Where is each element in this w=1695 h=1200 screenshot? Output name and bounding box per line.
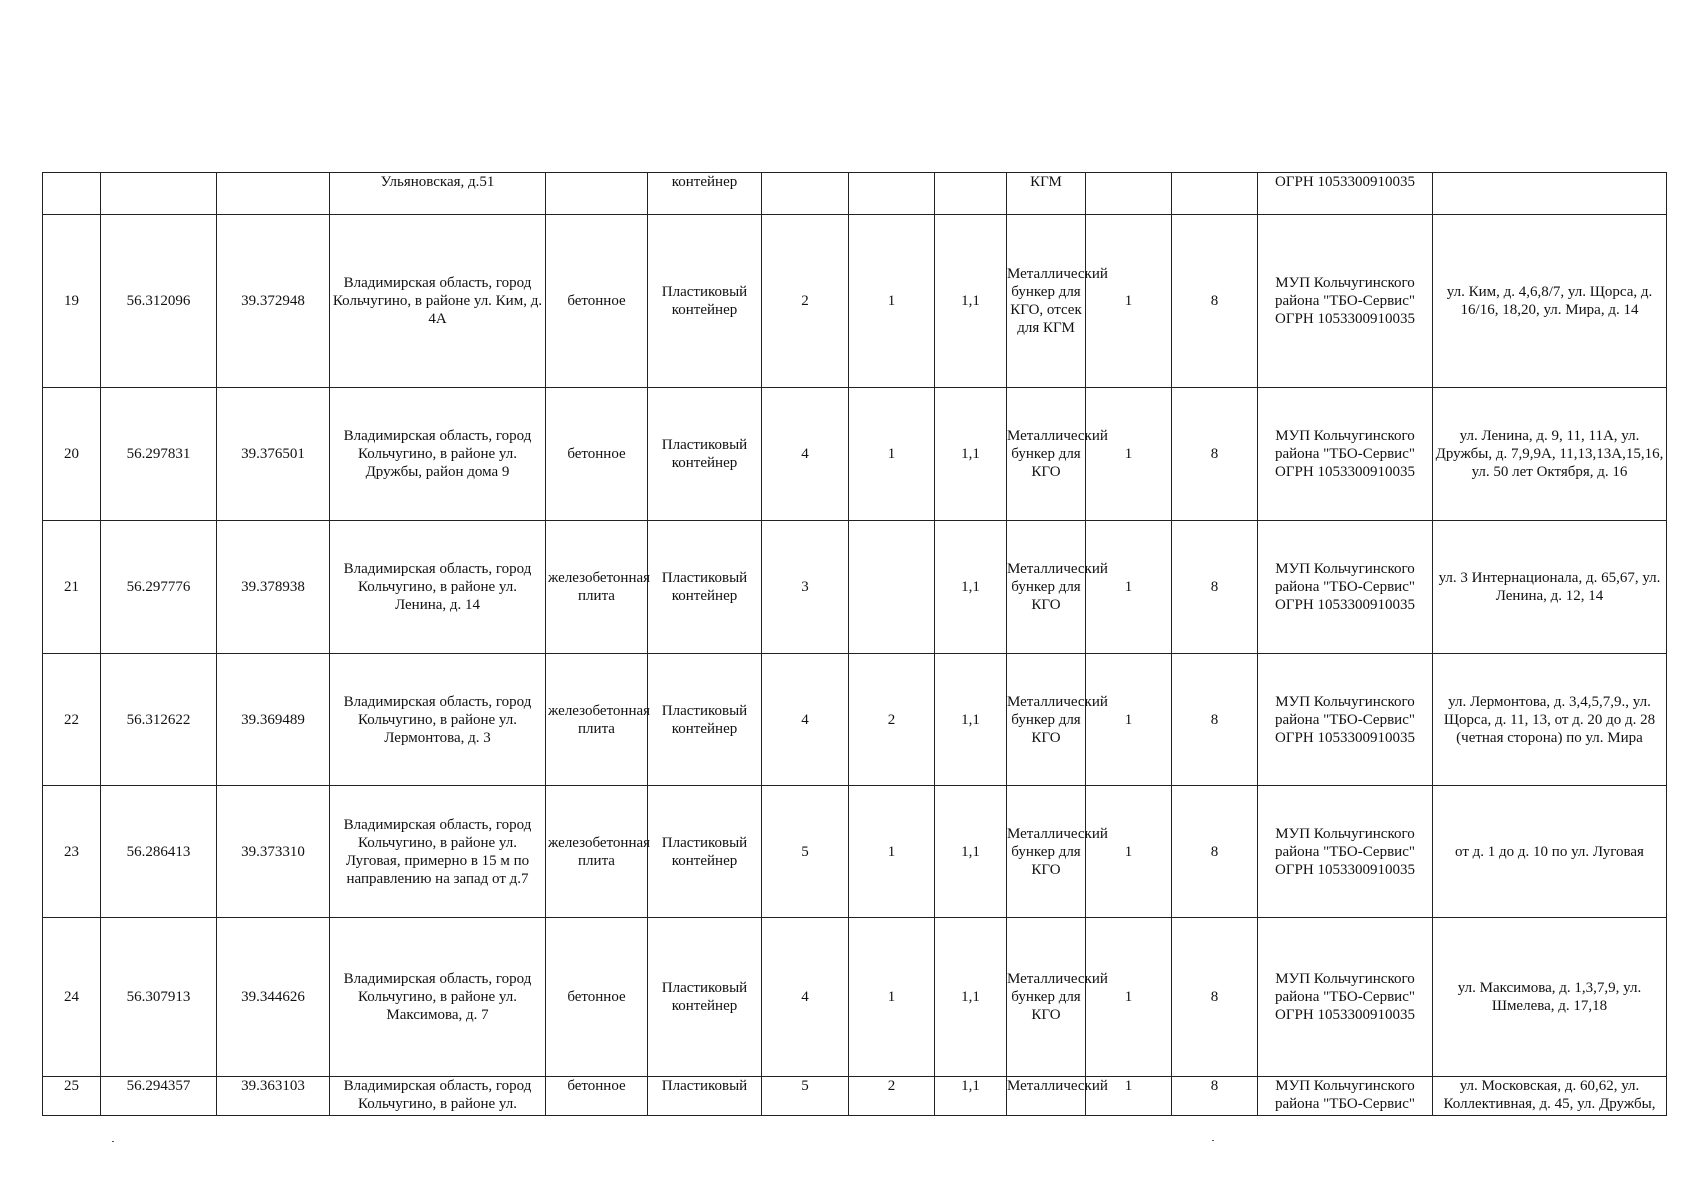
- address-cell: Владимирская область, город Кольчугино, в районе ул.: [330, 1077, 546, 1116]
- waste-sources-cell: ул. Максимова, д. 1,3,7,9, ул. Шмелева, д. 17,18: [1433, 918, 1667, 1077]
- planned-container-count-cell: 2: [849, 654, 935, 786]
- container-volume-cell: 1,1: [935, 388, 1007, 521]
- planned-container-count-cell: 1: [849, 918, 935, 1077]
- container-volume-cell: 1,1: [935, 918, 1007, 1077]
- address-cell: Владимирская область, город Кольчугино, в районе ул. Луговая, примерно в 15 м по направлению на запад от д.7: [330, 786, 546, 918]
- bunker-type-cell: Металлический бункер для КГО: [1007, 654, 1086, 786]
- longitude-cell: 39.344626: [217, 918, 330, 1077]
- container-type-cell: Пластиковый: [648, 1077, 762, 1116]
- planned-container-count-cell: 1: [849, 215, 935, 388]
- bunker-type-cell: Металлический бункер для КГО: [1007, 786, 1086, 918]
- planned-container-count-cell: 1: [849, 786, 935, 918]
- container-volume-cell: 1,1: [935, 654, 1007, 786]
- container-count-cell: [762, 173, 849, 215]
- surface-type-cell: железобетонная плита: [546, 786, 648, 918]
- latitude-cell: 56.312096: [101, 215, 217, 388]
- waste-sources-cell: ул. 3 Интернационала, д. 65,67, ул. Ленина, д. 12, 14: [1433, 521, 1667, 654]
- row-number-cell: 21: [43, 521, 101, 654]
- container-type-cell: Пластиковый контейнер: [648, 786, 762, 918]
- container-count-cell: 4: [762, 918, 849, 1077]
- container-count-cell: 5: [762, 786, 849, 918]
- row-number-cell: 20: [43, 388, 101, 521]
- bunker-volume-cell: 8: [1172, 388, 1258, 521]
- bunker-type-cell: КГМ: [1007, 173, 1086, 215]
- owner-cell: МУП Кольчугинского района "ТБО-Сервис" ОГРН 1053300910035: [1258, 215, 1433, 388]
- bunker-count-cell: 1: [1086, 786, 1172, 918]
- longitude-cell: 39.376501: [217, 388, 330, 521]
- row-number-cell: 23: [43, 786, 101, 918]
- container-type-cell: Пластиковый контейнер: [648, 918, 762, 1077]
- address-cell: Владимирская область, город Кольчугино, в районе ул. Ленина, д. 14: [330, 521, 546, 654]
- waste-sources-cell: ул. Ким, д. 4,6,8/7, ул. Щорса, д. 16/16, 18,20, ул. Мира, д. 14: [1433, 215, 1667, 388]
- table-row: [43, 918, 1667, 1077]
- table-row: [43, 786, 1667, 918]
- planned-container-count-cell: [849, 173, 935, 215]
- container-volume-cell: 1,1: [935, 215, 1007, 388]
- bunker-count-cell: 1: [1086, 1077, 1172, 1116]
- bunker-count-cell: 1: [1086, 918, 1172, 1077]
- latitude-cell: 56.294357: [101, 1077, 217, 1116]
- bunker-volume-cell: 8: [1172, 521, 1258, 654]
- container-count-cell: 3: [762, 521, 849, 654]
- scan-speck: [1212, 1140, 1214, 1141]
- waste-sources-cell: ул. Московская, д. 60,62, ул. Коллективная, д. 45, ул. Дружбы,: [1433, 1077, 1667, 1116]
- bunker-volume-cell: [1172, 173, 1258, 215]
- address-cell: Владимирская область, город Кольчугино, в районе ул. Дружбы, район дома 9: [330, 388, 546, 521]
- bunker-volume-cell: 8: [1172, 918, 1258, 1077]
- bunker-count-cell: [1086, 173, 1172, 215]
- owner-cell: МУП Кольчугинского района "ТБО-Сервис" ОГРН 1053300910035: [1258, 388, 1433, 521]
- owner-cell: ОГРН 1053300910035: [1258, 173, 1433, 215]
- planned-container-count-cell: 2: [849, 1077, 935, 1116]
- latitude-cell: 56.297831: [101, 388, 217, 521]
- latitude-cell: [101, 173, 217, 215]
- container-count-cell: 4: [762, 654, 849, 786]
- container-volume-cell: 1,1: [935, 1077, 1007, 1116]
- longitude-cell: 39.363103: [217, 1077, 330, 1116]
- waste-sources-cell: [1433, 173, 1667, 215]
- container-type-cell: Пластиковый контейнер: [648, 521, 762, 654]
- longitude-cell: 39.372948: [217, 215, 330, 388]
- latitude-cell: 56.286413: [101, 786, 217, 918]
- planned-container-count-cell: 1: [849, 388, 935, 521]
- table-row: [43, 654, 1667, 786]
- owner-cell: МУП Кольчугинского района "ТБО-Сервис" ОГРН 1053300910035: [1258, 918, 1433, 1077]
- bunker-count-cell: 1: [1086, 215, 1172, 388]
- bunker-type-cell: Металлический бункер для КГО: [1007, 521, 1086, 654]
- row-number-cell: [43, 173, 101, 215]
- container-type-cell: контейнер: [648, 173, 762, 215]
- scan-speck: [112, 1141, 114, 1142]
- surface-type-cell: бетонное: [546, 1077, 648, 1116]
- address-cell: Владимирская область, город Кольчугино, в районе ул. Лермонтова, д. 3: [330, 654, 546, 786]
- planned-container-count-cell: [849, 521, 935, 654]
- table-row: [43, 215, 1667, 388]
- row-number-cell: 22: [43, 654, 101, 786]
- row-number-cell: 19: [43, 215, 101, 388]
- owner-cell: МУП Кольчугинского района "ТБО-Сервис" ОГРН 1053300910035: [1258, 521, 1433, 654]
- container-count-cell: 5: [762, 1077, 849, 1116]
- latitude-cell: 56.297776: [101, 521, 217, 654]
- table-row: [43, 521, 1667, 654]
- waste-sources-cell: ул. Лермонтова, д. 3,4,5,7,9., ул. Щорса, д. 11, 13, от д. 20 до д. 28 (четная сторона) по ул. Мира: [1433, 654, 1667, 786]
- surface-type-cell: бетонное: [546, 215, 648, 388]
- latitude-cell: 56.307913: [101, 918, 217, 1077]
- container-volume-cell: 1,1: [935, 786, 1007, 918]
- container-volume-cell: [935, 173, 1007, 215]
- registry-table: [42, 172, 1667, 1116]
- waste-sources-cell: ул. Ленина, д. 9, 11, 11А, ул. Дружбы, д. 7,9,9А, 11,13,13А,15,16, ул. 50 лет Октября, д. 16: [1433, 388, 1667, 521]
- surface-type-cell: железобетонная плита: [546, 654, 648, 786]
- surface-type-cell: [546, 173, 648, 215]
- container-count-cell: 2: [762, 215, 849, 388]
- owner-cell: МУП Кольчугинского района "ТБО-Сервис": [1258, 1077, 1433, 1116]
- table-body: [43, 173, 1667, 1116]
- owner-cell: МУП Кольчугинского района "ТБО-Сервис" ОГРН 1053300910035: [1258, 654, 1433, 786]
- waste-sources-cell: от д. 1 до д. 10 по ул. Луговая: [1433, 786, 1667, 918]
- row-number-cell: 25: [43, 1077, 101, 1116]
- longitude-cell: 39.378938: [217, 521, 330, 654]
- longitude-cell: 39.369489: [217, 654, 330, 786]
- bunker-type-cell: Металлический бункер для КГО: [1007, 918, 1086, 1077]
- address-cell: Ульяновская, д.51: [330, 173, 546, 215]
- owner-cell: МУП Кольчугинского района "ТБО-Сервис" ОГРН 1053300910035: [1258, 786, 1433, 918]
- table-row: [43, 388, 1667, 521]
- bunker-volume-cell: 8: [1172, 654, 1258, 786]
- surface-type-cell: бетонное: [546, 918, 648, 1077]
- row-number-cell: 24: [43, 918, 101, 1077]
- table-row: [43, 173, 1667, 215]
- bunker-type-cell: Металлический бункер для КГО: [1007, 388, 1086, 521]
- container-volume-cell: 1,1: [935, 521, 1007, 654]
- longitude-cell: 39.373310: [217, 786, 330, 918]
- surface-type-cell: бетонное: [546, 388, 648, 521]
- bunker-volume-cell: 8: [1172, 786, 1258, 918]
- container-type-cell: Пластиковый контейнер: [648, 388, 762, 521]
- table-row: [43, 1077, 1667, 1116]
- address-cell: Владимирская область, город Кольчугино, в районе ул. Ким, д. 4А: [330, 215, 546, 388]
- bunker-type-cell: Металлический бункер для КГО, отсек для КГМ: [1007, 215, 1086, 388]
- container-type-cell: Пластиковый контейнер: [648, 215, 762, 388]
- longitude-cell: [217, 173, 330, 215]
- container-type-cell: Пластиковый контейнер: [648, 654, 762, 786]
- surface-type-cell: железобетонная плита: [546, 521, 648, 654]
- bunker-count-cell: 1: [1086, 521, 1172, 654]
- latitude-cell: 56.312622: [101, 654, 217, 786]
- bunker-count-cell: 1: [1086, 388, 1172, 521]
- bunker-count-cell: 1: [1086, 654, 1172, 786]
- bunker-volume-cell: 8: [1172, 215, 1258, 388]
- bunker-type-cell: Металлический: [1007, 1077, 1086, 1116]
- container-count-cell: 4: [762, 388, 849, 521]
- address-cell: Владимирская область, город Кольчугино, в районе ул. Максимова, д. 7: [330, 918, 546, 1077]
- bunker-volume-cell: 8: [1172, 1077, 1258, 1116]
